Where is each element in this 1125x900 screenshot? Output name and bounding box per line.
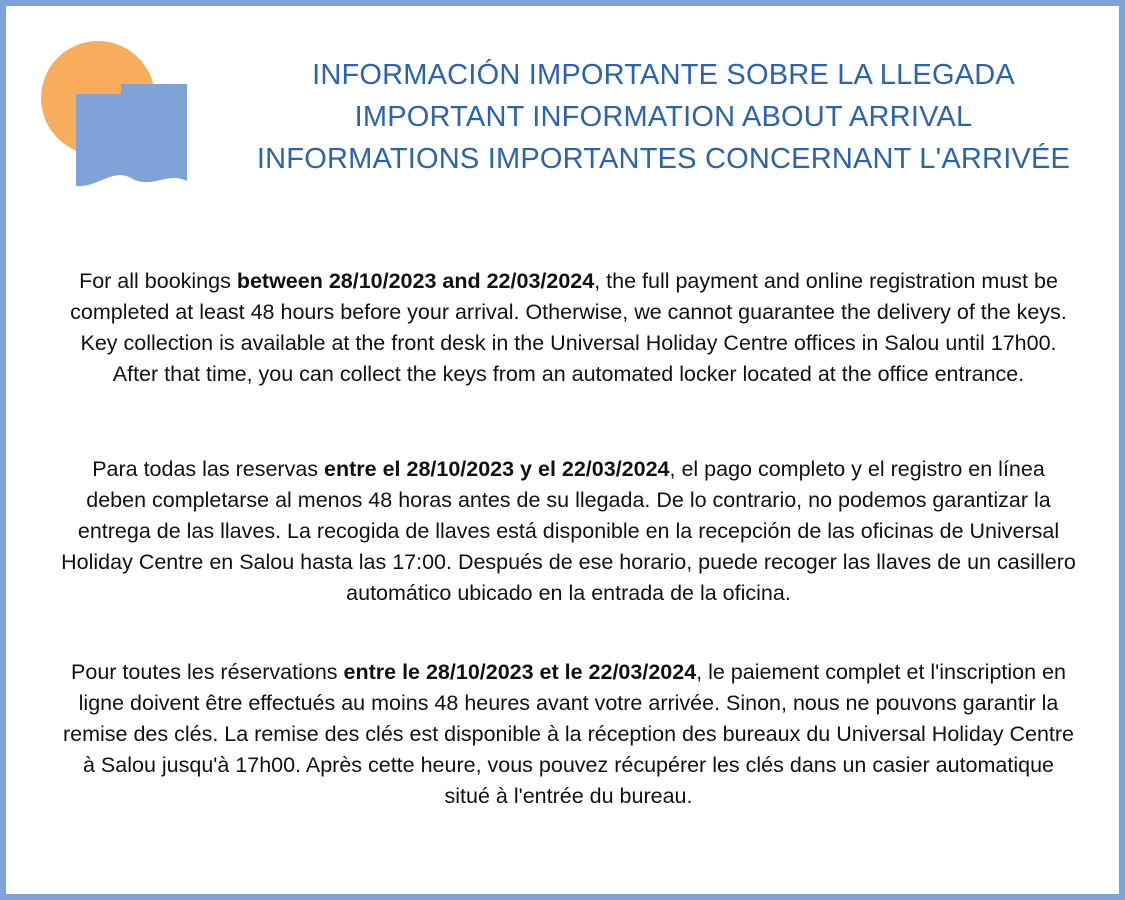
- title-spanish: INFORMACIÓN IMPORTANTE SOBRE LA LLEGADA: [312, 59, 1015, 91]
- notice-spanish-dates: entre el 28/10/2023 y el 22/03/2024: [324, 457, 670, 481]
- title-english: IMPORTANT INFORMATION ABOUT ARRIVAL: [354, 101, 973, 133]
- notice-english-body: , the full payment and online registration must be completed at least 48 hours before your arrival. Otherwise, we cannot guarantee the delivery of the keys. Key collection is available at the front desk in the Universal Holiday Centre offices in Salou until 17h00. After that time, you can collect the keys from an automated locker located at the office entrance.: [70, 269, 1067, 386]
- title-french: INFORMATIONS IMPORTANTES CONCERNANT L'ARRIVÉE: [256, 143, 1071, 175]
- notice-english: [61, 266, 1076, 390]
- page-title: [226, 54, 1101, 180]
- notice-spanish-intro: Para todas las reservas: [92, 457, 325, 481]
- notice-spanish: [61, 454, 1076, 609]
- sun-building-logo-icon: [36, 38, 196, 193]
- notice-french-body: , le paiement complet et l'inscription en ligne doivent être effectués au moins 48 heures avant votre arrivée. Sinon, nous ne pouvons garantir la remise des clés. La remise des clés est disponible à la réception des bureaux du Universal Holiday Centre à Salou jusqu'à 17h00. Après cette heure, vous pouvez récupérer les clés dans un casier automatique situé à l'entrée du bureau.: [62, 660, 1074, 808]
- notice-english-intro: For all bookings: [79, 269, 237, 293]
- notice-french-dates: entre le 28/10/2023 et le 22/03/2024: [343, 660, 697, 684]
- notice-french: [61, 657, 1076, 812]
- logo-building-shape: [76, 84, 187, 186]
- notice-english-dates: between 28/10/2023 and 22/03/2024: [236, 269, 595, 293]
- notice-spanish-body: , el pago completo y el registro en línea deben completarse al menos 48 horas antes de su llegada. De lo contrario, no podemos garantizar la entrega de las llaves. La recogida de llaves está disponible en la recepción de las oficinas de Universal Holiday Centre en Salou hasta las 17:00. Después de ese horario, puede recoger las llaves de un casillero automático ubicado en la entrada de la oficina.: [61, 457, 1076, 605]
- notice-french-intro: Pour toutes les réservations: [71, 660, 344, 684]
